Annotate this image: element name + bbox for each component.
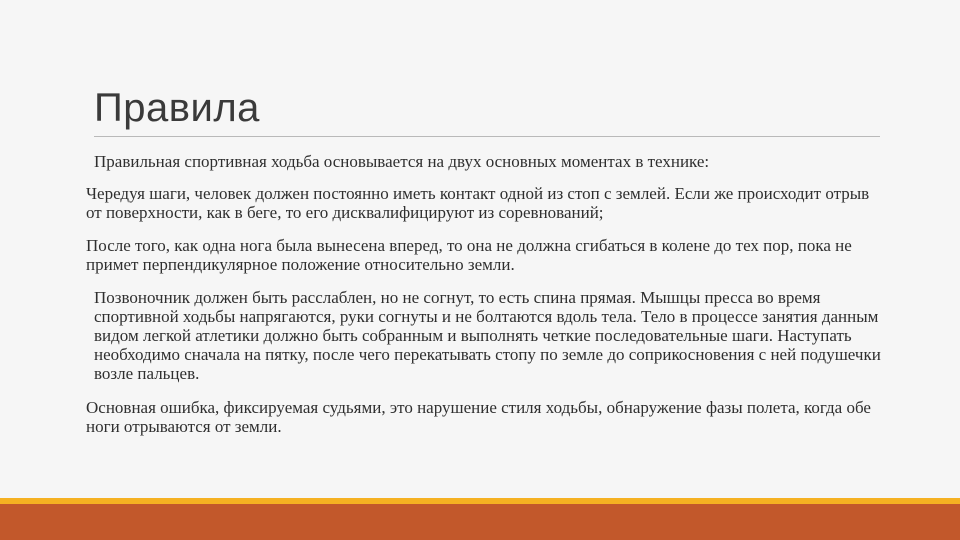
slide-title: Правила bbox=[94, 86, 260, 130]
title-divider bbox=[94, 136, 880, 137]
paragraph-intro: Правильная спортивная ходьба основывается на двух основных моментах в технике: bbox=[94, 152, 710, 171]
paragraph-rule-posture: Позвоночник должен быть расслаблен, но не согнут, то есть спина прямая. Мышцы пресса во время спортивной ходьбы напрягаются, руки согнуты и не болтаются вдоль тела. Тело в процессе занятия данным видом легкой атлетики должно быть собранным и выполнять четкие последовательные шаги. Наступать необходимо сначала на пятку, после чего перекатывать стопу по земле до соприкосновения с ней подушечки возле пальцев. bbox=[94, 288, 881, 383]
paragraph-rule-contact: Чередуя шаги, человек должен постоянно иметь контакт одной из стоп с землей. Если же происходит отрыв от поверхности, как в беге, то его дисквалифицируют из соревнований; bbox=[86, 184, 870, 222]
paragraph-main-error: Основная ошибка, фиксируемая судьями, это нарушение стиля ходьбы, обнаружение фазы полета, когда обе ноги отрываются от земли. bbox=[86, 398, 871, 436]
paragraph-rule-knee: После того, как одна нога была вынесена вперед, то она не должна сгибаться в колене до тех пор, пока не примет перпендикулярное положение относительно земли. bbox=[86, 236, 852, 274]
footer-bar bbox=[0, 504, 960, 540]
